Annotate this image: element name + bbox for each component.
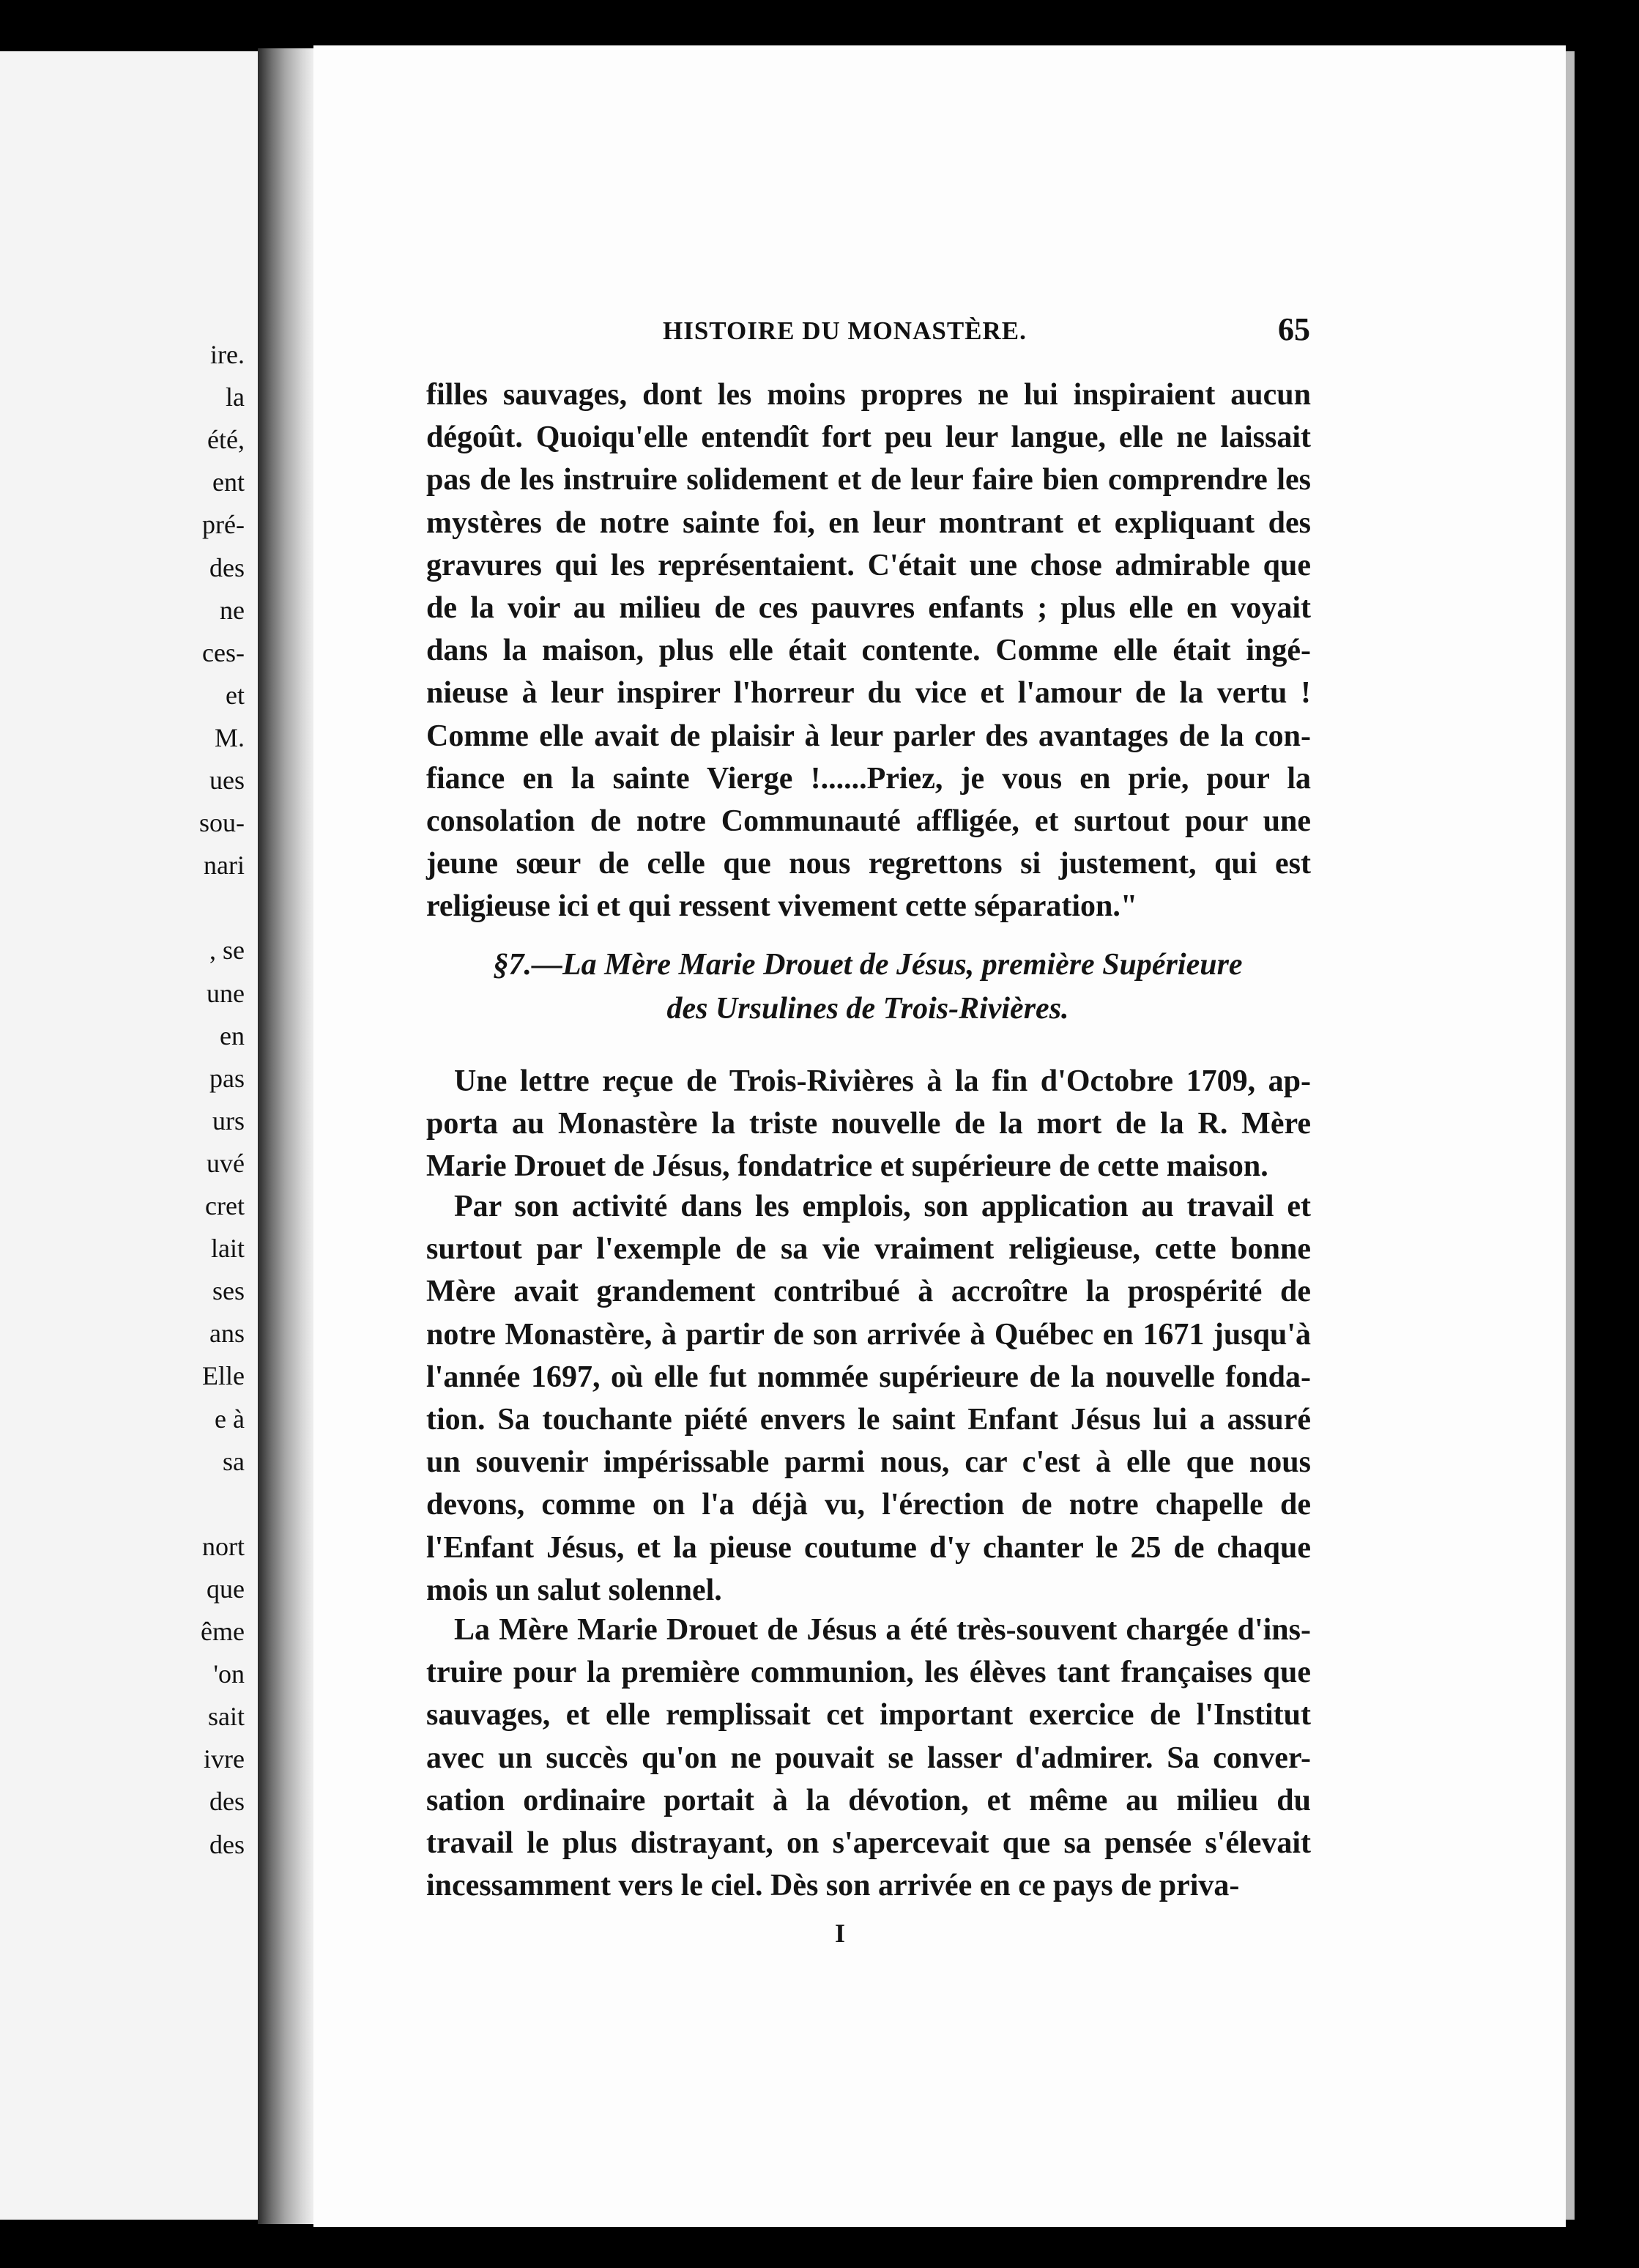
left-page-text-fragment: sa [223,1446,245,1476]
left-page-text-fragment: sait [208,1702,245,1732]
paragraph-line: notre Monastère, à partir de son arrivée à Québec en 1671 jusqu'à [426,1317,1311,1352]
left-page-text-fragment: lait [211,1234,245,1264]
left-page-text-fragment: la [226,382,245,412]
left-page-text-fragment: ême [201,1617,245,1646]
left-page-text-fragment: cret [205,1191,245,1220]
left-page-text-fragment: été, [207,425,245,455]
paragraph-line: dans la maison, plus elle était contente. Comme elle était ingé- [426,634,1311,668]
paragraph-line: travail le plus distrayant, on s'apercevait que sa pensée s'élevait [426,1826,1311,1860]
paragraph-line: Par son activité dans les emplois, son application au travail et [454,1190,1311,1223]
paragraph-line: nieuse à leur inspirer l'horreur du vice et l'amour de la vertu ! [426,676,1311,711]
left-page-text-fragment: une [207,978,245,1008]
left-page-text-fragment: e à [215,1404,245,1434]
paragraph-line: l'Enfant Jésus, et la pieuse coutume d'y chanter le 25 de chaque [426,1530,1311,1565]
paragraph-line: truire pour la première communion, les élèves tant françaises que [426,1656,1311,1690]
paragraph-line: Comme elle avait de plaisir à leur parler des avantages de la con- [426,719,1311,753]
book-gutter [258,48,313,2224]
paragraph-line: mystères de notre sainte foi, en leur montrant et expliquant des [426,505,1311,540]
left-page-text-fragment: des [209,552,245,582]
left-page-text-fragment: des [209,1829,245,1859]
left-page-text-fragment: ues [209,766,245,795]
paragraph-line: dégoût. Quoiqu'elle entendît fort peu leur langue, elle ne laissait [426,420,1311,455]
paragraph-line: sation ordinaire portait à la dévotion, et même au milieu du [426,1783,1311,1817]
paragraph-line: avec un succès qu'on ne pouvait se lasser d'admirer. Sa conver- [426,1741,1311,1775]
paragraph-line: devons, comme on l'a déjà vu, l'érection de notre chapelle de [426,1488,1311,1522]
page-number: 65 [1278,311,1310,347]
paragraph-line: fiance en la sainte Vierge !......Priez, je vous en prie, pour la [426,761,1311,796]
left-page-text-fragment: ne [220,595,245,625]
paragraph-line: mois un salut solennel. [426,1573,722,1607]
left-page-text-fragment: nort [202,1531,245,1561]
paragraph-line: Marie Drouet de Jésus, fondatrice et supérieure de cette maison. [426,1149,1268,1184]
paragraph-line: Une lettre reçue de Trois-Rivières à la fin d'Octobre 1709, ap- [454,1064,1311,1098]
paragraph-line: l'année 1697, où elle fut nommée supérieure de la nouvelle fonda- [426,1360,1311,1394]
paragraph-line: sauvages, et elle remplissait cet important exercice de l'Institut [426,1698,1311,1732]
left-page-text-fragment: , se [209,935,245,966]
paragraph-line: un souvenir impérissable parmi nous, car c'est à elle que nous [426,1445,1311,1480]
paragraph-line: surtout par l'exemple de sa vie vraiment religieuse, cette bonne [426,1232,1311,1267]
left-page-text-fragment: en [220,1020,245,1050]
section-heading: des Ursulines de Trois-Rivières. [666,992,1069,1026]
section-heading: §7.—La Mère Marie Drouet de Jésus, première Supérieure [493,948,1243,982]
left-page-text-fragment: Elle [202,1361,245,1391]
left-page-text-fragment: pré- [202,510,245,540]
paragraph-line: Mère avait grandement contribué à accroître la prospérité de [426,1275,1311,1309]
running-head: HISTOIRE DU MONASTÈRE. [663,316,1027,345]
left-page-text-fragment: et [226,680,245,710]
left-page-text-fragment: ivre [204,1744,245,1774]
paragraph-line: gravures qui les représentaient. C'était une chose admirable que [426,548,1311,582]
previous-page-edge [0,51,258,2220]
left-page-text-fragment: sou- [199,808,245,838]
left-page-text-fragment: pas [209,1063,245,1093]
left-page-text-fragment: que [207,1574,245,1604]
paragraph-line: tion. Sa touchante piété envers le saint Enfant Jésus lui a assuré [426,1403,1311,1437]
left-page-text-fragment: uvé [207,1148,245,1178]
left-page-text-fragment: ces- [202,637,245,667]
paragraph-line: pas de les instruire solidement et de leur faire bien comprendre les [426,463,1311,497]
paragraph-line: religieuse ici et qui ressent vivement cette séparation." [426,889,1138,924]
paragraph-line: de la voir au milieu de ces pauvres enfants ; plus elle en voyait [426,591,1311,625]
left-page-text-fragment: des [209,1787,245,1817]
paragraph-line: consolation de notre Communauté affligée, et surtout pour une [426,804,1311,838]
left-page-text-fragment: nari [204,850,245,881]
left-page-text-fragment: ent [212,467,245,497]
left-page-text-fragment: ses [212,1276,245,1306]
paragraph-line: porta au Monastère la triste nouvelle de la mort de la R. Mère [426,1107,1311,1141]
left-page-text-fragment: ans [209,1319,245,1349]
paragraph-line: incessamment vers le ciel. Dès son arrivée en ce pays de priva- [426,1869,1240,1903]
left-page-text-fragment: urs [212,1105,245,1135]
paragraph-line: filles sauvages, dont les moins propres ne lui inspiraient aucun [426,378,1311,412]
paragraph-line: jeune sœur de celle que nous regrettons si justement, qui est [426,847,1311,881]
signature-mark: I [835,1919,846,1948]
page-edge [1566,51,1575,2220]
paragraph-line: La Mère Marie Drouet de Jésus a été très-souvent chargée d'ins- [454,1613,1311,1647]
left-page-text-fragment: M. [214,722,245,752]
left-page-text-fragment: ire. [210,340,245,369]
left-page-text-fragment: 'on [213,1659,245,1689]
